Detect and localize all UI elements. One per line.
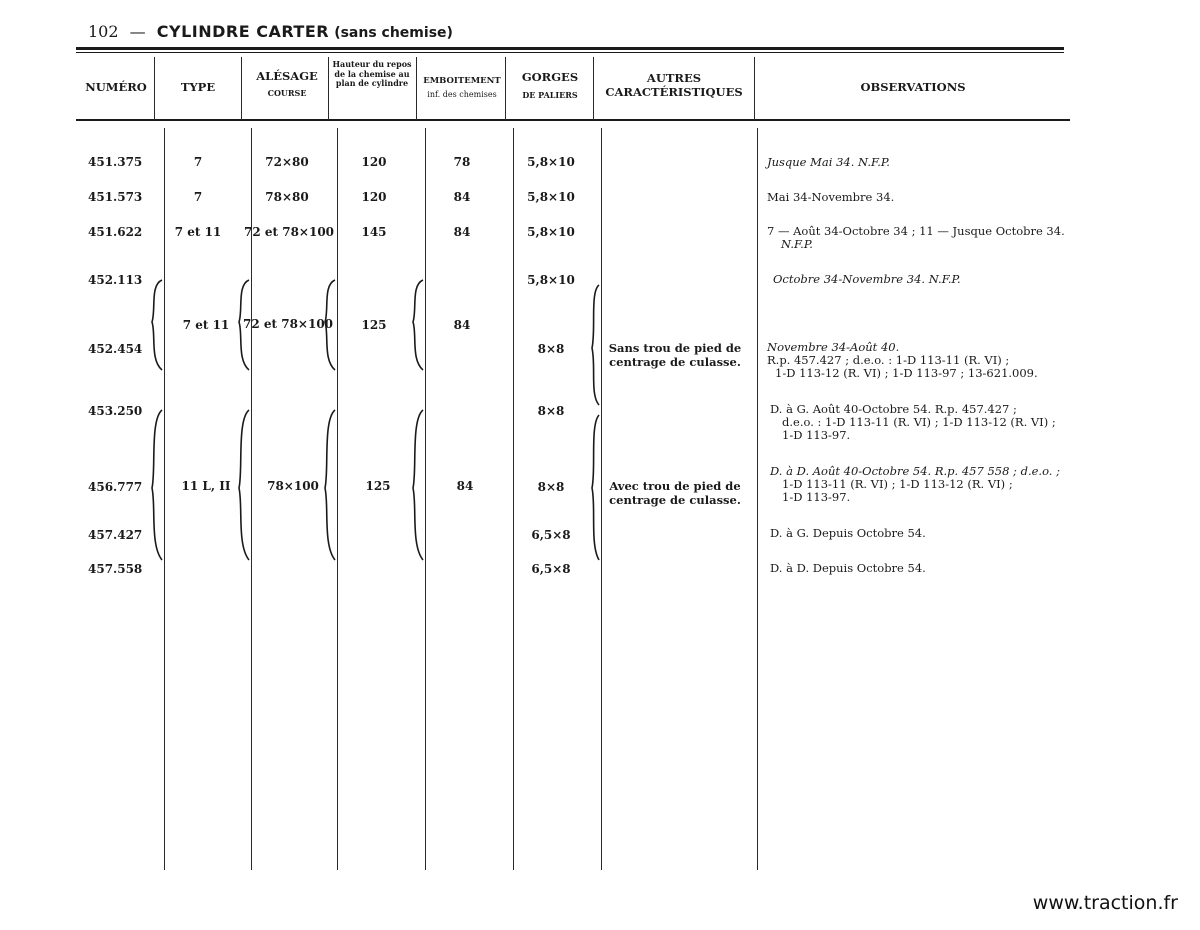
table-row-numero: 451.375: [88, 155, 143, 169]
autres-line: Avec trou de pied de: [609, 479, 741, 493]
table-row-numero: 451.573: [88, 190, 143, 204]
page-subtitle: (sans chemise): [334, 25, 453, 41]
gorges-label: GORGES: [521, 70, 579, 84]
col-header-numero: NUMÉRO: [85, 80, 147, 94]
table-row-emboitement: 78: [453, 155, 471, 169]
table-row-emboitement: 84: [453, 225, 471, 239]
table-row-alesage: 78×80: [265, 190, 309, 204]
brace: [152, 410, 162, 560]
table-row-numero: 456.777: [88, 480, 143, 494]
col-header-observations: OBSERVATIONS: [860, 80, 966, 94]
alesage-label: ALÉSAGE: [256, 69, 318, 83]
emboitement-label: EMBOITEMENT: [423, 76, 501, 86]
group-type: 11 L, II: [181, 479, 231, 493]
table-row-gorges: 6,5×8: [531, 562, 571, 576]
emboitement-sub: inf. des chemises: [427, 89, 497, 99]
brace: [592, 285, 599, 405]
table-row-emboitement: 84: [453, 190, 471, 204]
observation-line: D. à D. Août 40-Octobre 54. R.p. 457 558 ; d.e.o. ;: [770, 464, 1060, 478]
table-row-observation: D. à D. Depuis Octobre 54.: [770, 561, 926, 575]
page-number: 102: [88, 22, 119, 41]
table-row-hauteur: 145: [361, 225, 387, 239]
website-link[interactable]: www.traction.fr: [1032, 892, 1178, 914]
group-hauteur: 125: [361, 318, 387, 332]
table-row-numero: 457.558: [88, 562, 143, 576]
table-row-observation: Octobre 34-Novembre 34. N.F.P.: [773, 272, 961, 286]
page-title: CYLINDRE CARTER: [156, 22, 330, 41]
table-row-observation: Mai 34-Novembre 34.: [767, 190, 895, 204]
observation-line: d.e.o. : 1-D 113-11 (R. VI) ; 1-D 113-12 (R. VI) ;: [782, 415, 1056, 429]
table-row-type: 7 et 11: [174, 225, 222, 239]
brace: [325, 410, 335, 560]
table-row-gorges: 8×8: [537, 480, 565, 494]
brace: [152, 280, 162, 370]
gorges-sub: DE PALIERS: [522, 90, 578, 101]
observation-line: R.p. 457.427 ; d.e.o. : 1-D 113-11 (R. VI) ;: [767, 353, 1010, 367]
autres-line: centrage de culasse.: [609, 493, 741, 507]
observation-line: Novembre 34-Août 40.: [767, 340, 900, 354]
autres-label-2: CARACTÉRISTIQUES: [605, 85, 743, 99]
table-row-gorges: 8×8: [537, 404, 565, 418]
brace: [413, 410, 423, 560]
group-alesage: 78×100: [267, 479, 319, 493]
col-header-type: TYPE: [180, 80, 216, 94]
group-hauteur: 125: [365, 479, 391, 493]
table-row-observation: Jusque Mai 34. N.F.P.: [767, 155, 890, 169]
autres-line: Sans trou de pied de: [608, 341, 742, 355]
observation-line: N.F.P.: [781, 237, 813, 251]
brace: [325, 280, 335, 370]
table-row-gorges: 5,8×10: [527, 155, 575, 169]
table-row-gorges: 5,8×10: [527, 225, 575, 239]
table-row-numero: 457.427: [88, 528, 143, 542]
table-row-numero: 451.622: [88, 225, 143, 239]
table-row-alesage: 72×80: [265, 155, 309, 169]
table-row-observation: D. à G. Depuis Octobre 54.: [770, 526, 926, 540]
table-row-gorges: 8×8: [537, 342, 565, 356]
table-row-gorges: 6,5×8: [531, 528, 571, 542]
group-emboitement: 84: [453, 318, 471, 332]
course-label: COURSE: [267, 88, 307, 99]
autres-label-1: AUTRES: [646, 71, 702, 85]
table-row-gorges: 5,8×10: [527, 273, 575, 287]
brace: [239, 280, 249, 370]
table-row-gorges: 5,8×10: [527, 190, 575, 204]
brace: [592, 415, 599, 560]
col-header-hauteur: Hauteur du repos de la chemise au plan de cylindre: [332, 59, 412, 88]
observation-line: 7 — Août 34-Octobre 34 ; 11 — Jusque Octobre 34.: [767, 224, 1065, 238]
table-row-numero: 452.454: [88, 342, 143, 356]
observation-line: 1-D 113-97.: [782, 428, 851, 442]
observation-line: D. à G. Août 40-Octobre 54. R.p. 457.427 ;: [770, 402, 1017, 416]
brace: [239, 410, 249, 560]
autres-line: centrage de culasse.: [609, 355, 741, 369]
table-row-type: 7: [193, 190, 203, 204]
header-dash: —: [129, 22, 146, 41]
group-type: 7 et 11: [182, 318, 230, 332]
table-row-type: 7: [193, 155, 203, 169]
table-row-alesage: 72 et 78×100: [244, 225, 335, 239]
group-emboitement: 84: [456, 479, 474, 493]
table-row-hauteur: 120: [361, 155, 387, 169]
observation-line: 1-D 113-97.: [782, 490, 851, 504]
table-row-hauteur: 120: [361, 190, 387, 204]
brace: [413, 280, 423, 370]
observation-line: 1-D 113-12 (R. VI) ; 1-D 113-97 ; 13-621.009.: [775, 366, 1038, 380]
observation-line: 1-D 113-11 (R. VI) ; 1-D 113-12 (R. VI) ;: [782, 477, 1013, 491]
table-row-numero: 453.250: [88, 404, 143, 418]
table-row-numero: 452.113: [88, 273, 143, 287]
group-alesage: 72 et 78×100: [243, 317, 334, 331]
